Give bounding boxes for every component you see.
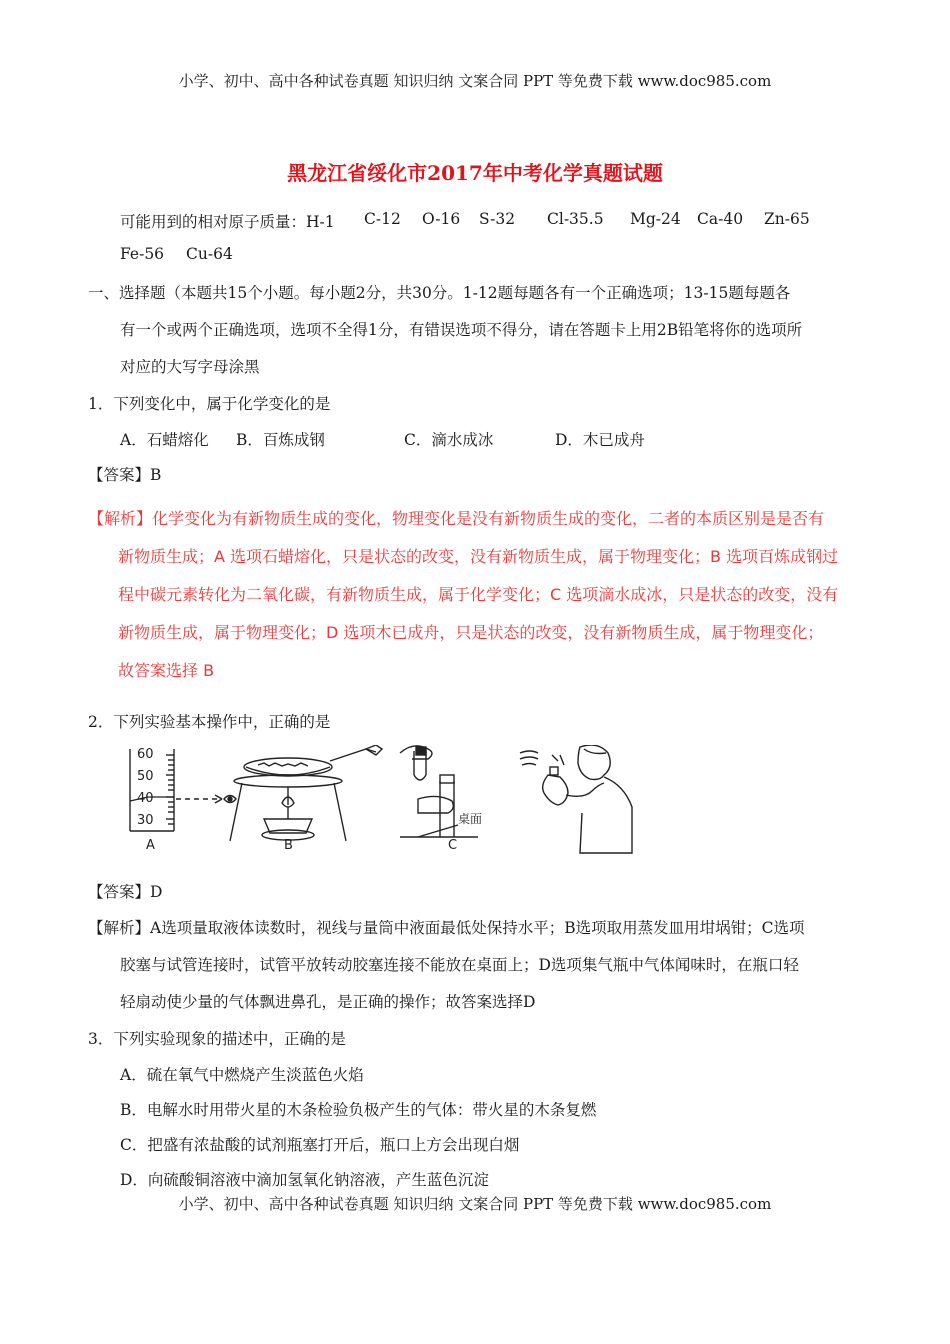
atomic-mass-item: Ca-40 xyxy=(697,210,744,228)
option-c: C．把盛有浓盐酸的试剂瓶塞打开后，瓶口上方会出现白烟 xyxy=(120,1136,520,1154)
analysis-line: 程中碳元素转化为二氧化碳，有新物质生成，属于化学变化；C 选项滴水成冰，只是状态的改变，没有 xyxy=(118,585,839,604)
atomic-mass-item: Cu-64 xyxy=(186,245,233,263)
smelling-gas-illustration xyxy=(520,745,632,853)
figure-label-c: C xyxy=(448,838,458,853)
atomic-mass-item: S-32 xyxy=(479,210,516,228)
question-stem: 3．下列实验现象的描述中，正确的是 xyxy=(88,1030,346,1048)
analysis-line: 轻扇动使少量的气体飘进鼻孔，是正确的操作；故答案选择D xyxy=(120,993,536,1011)
atomic-mass-item: O-16 xyxy=(422,210,461,228)
desk-label: 桌面 xyxy=(458,812,483,826)
figure-label-b: B xyxy=(284,838,293,853)
section-instructions: 一、选择题（本题共15个小题。每小题2分，共30分。1-12题每题各有一个正确选项；13-15题每题各 xyxy=(88,284,791,302)
apparatus-figure xyxy=(118,745,678,857)
option-b: B．电解水时用带火星的木条检验负极产生的气体：带火星的木条复燃 xyxy=(120,1101,597,1119)
atomic-mass-item: C-12 xyxy=(364,210,401,228)
atomic-mass-item: Cl-35.5 xyxy=(547,210,604,228)
option-d: D．木已成舟 xyxy=(555,431,645,449)
section-instructions: 有一个或两个正确选项，选项不全得1分，有错误选项不得分，请在答题卡上用2B铅笔将你的选项所 xyxy=(120,321,803,339)
cylinder-tick-label: 60 xyxy=(137,747,154,762)
analysis-line: 新物质生成，属于物理变化；D 选项木已成舟，只是状态的改变，没有新物质生成，属于物理变化； xyxy=(118,623,824,642)
answer: 【答案】D xyxy=(88,883,163,901)
atomic-mass-item: Fe-56 xyxy=(120,245,165,263)
analysis-line: 新物质生成；A 选项石蜡熔化，只是状态的改变，没有新物质生成，属于物理变化；B 选项百炼成钢过 xyxy=(118,547,839,566)
cylinder-tick-label: 30 xyxy=(137,813,154,828)
page-footer: 小学、初中、高中各种试卷真题 知识归纳 文案合同 PPT 等免费下载 www.doc985.com xyxy=(178,1195,772,1213)
analysis-line: 【解析】A选项量取液体读数时，视线与量筒中液面最低处保持水平；B选项取用蒸发皿用坩埚钳；C选项 xyxy=(88,919,805,937)
analysis-line: 【解析】化学变化为有新物质生成的变化，物理变化是没有新物质生成的变化，二者的本质区别是是否有 xyxy=(88,509,825,528)
page-header: 小学、初中、高中各种试卷真题 知识归纳 文案合同 PPT 等免费下载 www.doc985.com xyxy=(178,72,772,90)
figure-label-a: A xyxy=(146,838,155,853)
atomic-mass-item: Mg-24 xyxy=(630,210,681,228)
option-a: A．硫在氧气中燃烧产生淡蓝色火焰 xyxy=(120,1066,364,1084)
option-c: C．滴水成冰 xyxy=(404,431,494,449)
section-instructions: 对应的大写字母涂黑 xyxy=(120,358,260,376)
atomic-mass-item: Zn-65 xyxy=(764,210,810,228)
option-a: A．石蜡熔化 xyxy=(120,431,209,449)
option-d: D．向硫酸铜溶液中滴加氢氧化钠溶液，产生蓝色沉淀 xyxy=(120,1171,489,1189)
page-title: 黑龙江省绥化市2017年中考化学真题试题 xyxy=(287,161,663,185)
answer: 【答案】B xyxy=(88,466,162,484)
question-stem: 2．下列实验基本操作中，正确的是 xyxy=(88,713,331,731)
question-stem: 1．下列变化中，属于化学变化的是 xyxy=(88,395,331,413)
atomic-mass-item: 可能用到的相对原子质量：H-1 xyxy=(120,213,335,231)
cylinder-tick-label: 50 xyxy=(137,769,154,784)
evaporating-dish-illustration xyxy=(230,745,382,841)
analysis-line: 故答案选择 B xyxy=(118,661,215,680)
option-b: B．百炼成钢 xyxy=(236,431,325,449)
analysis-line: 胶塞与试管连接时，试管平放转动胶塞连接不能放在桌面上；D选项集气瓶中气体闻味时，在瓶口轻 xyxy=(120,956,799,974)
cylinder-tick-label: 40 xyxy=(137,791,154,806)
